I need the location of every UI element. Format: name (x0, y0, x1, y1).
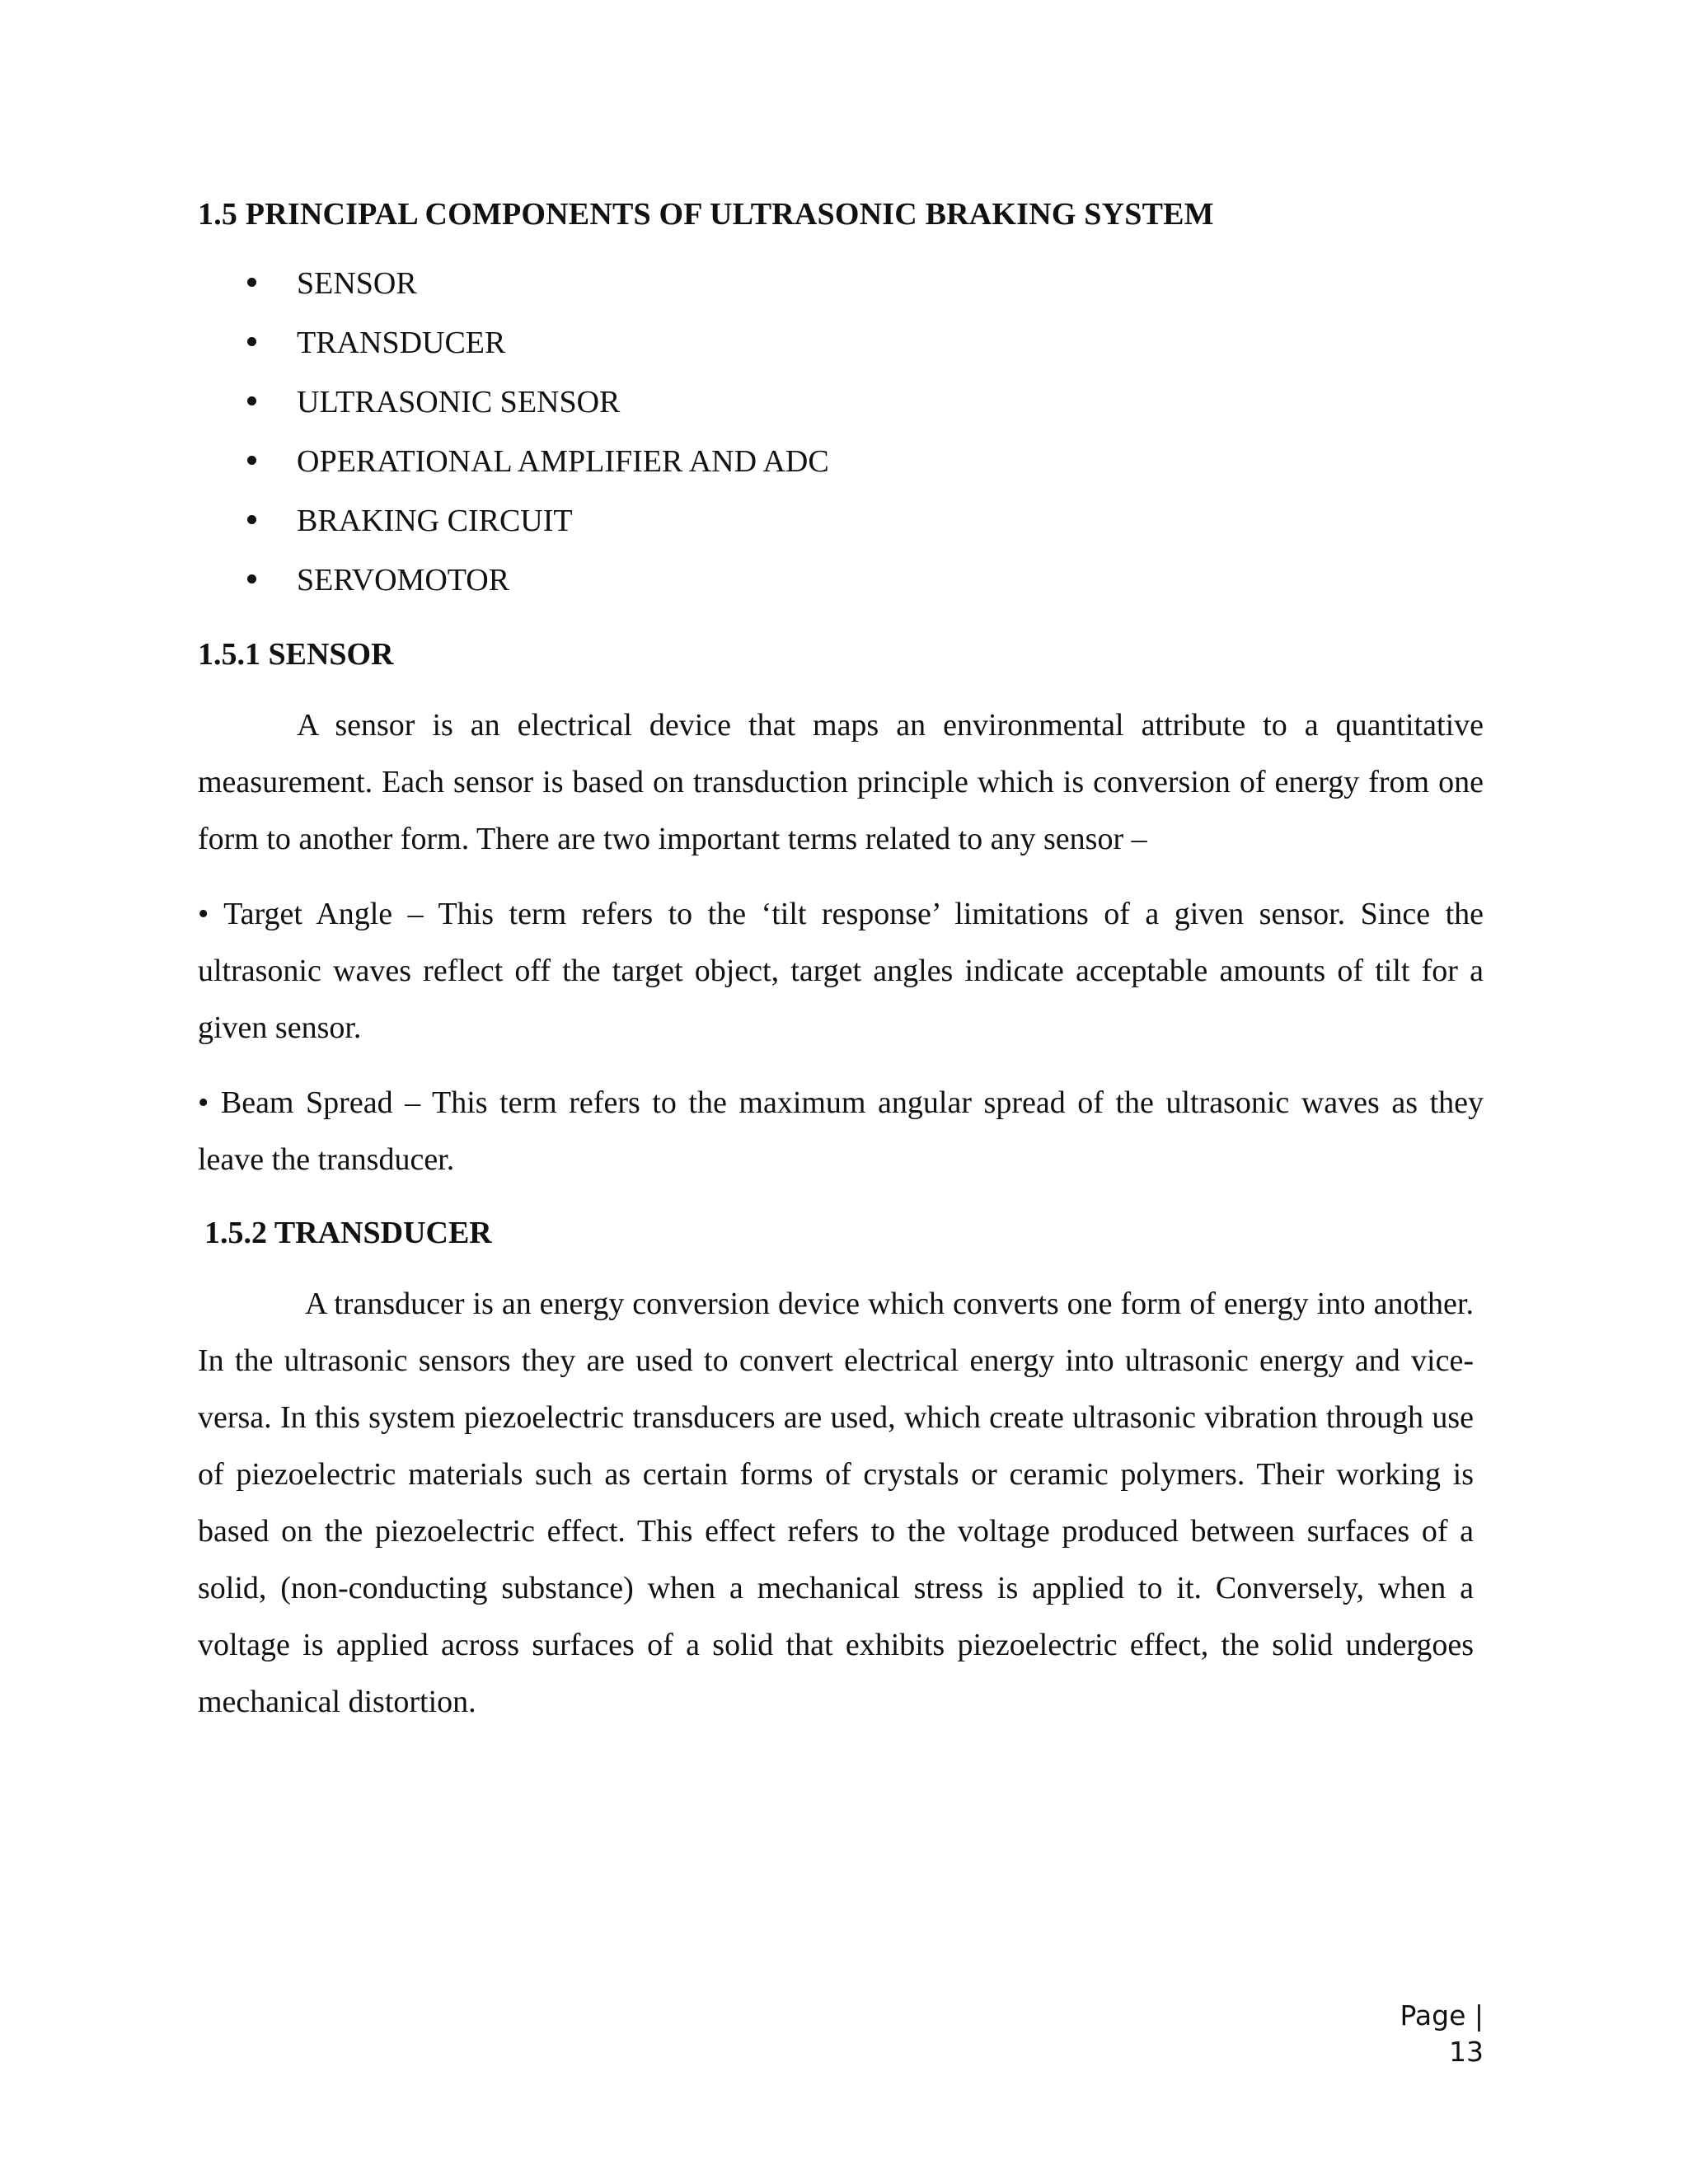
component-label: OPERATIONAL AMPLIFIER AND ADC (297, 444, 829, 479)
component-label: TRANSDUCER (297, 326, 506, 360)
beam-spread-paragraph: • Beam Spread – This term refers to the maximum angular spread of the ultrasonic waves as they leave the transducer. (198, 1085, 1484, 1177)
component-list-item (198, 373, 1484, 432)
component-label: SENSOR (297, 266, 417, 301)
component-list-item (198, 254, 1484, 313)
transducer-section-heading: 1.5.2 TRANSDUCER (204, 1216, 492, 1250)
main-section-heading: 1.5 PRINCIPAL COMPONENTS OF ULTRASONIC BRAKING SYSTEM (198, 197, 1214, 232)
component-list-item (198, 491, 1484, 551)
component-list-item (198, 551, 1484, 610)
component-list-item (198, 313, 1484, 373)
target-angle-paragraph: • Target Angle – This term refers to the ‘tilt response’ limitations of a given sensor. Since the ultrasonic waves reflect off the target object, target angles indicate acceptable amounts of tilt for a given sensor. (198, 897, 1484, 1045)
bullet-icon (247, 574, 256, 583)
component-label: ULTRASONIC SENSOR (297, 385, 621, 419)
component-list-item (198, 432, 1484, 491)
bullet-icon (247, 278, 256, 287)
bullet-icon (247, 456, 256, 465)
sensor-section-heading: 1.5.1 SENSOR (198, 637, 394, 672)
transducer-paragraph: A transducer is an energy conversion device which converts one form of energy into another. In the ultrasonic sensors they are used to convert electrical energy into ultrasonic energy and vice-versa. In this system piezoelectric transducers are used, which create ultrasonic vibration through use of piezoelectric materials such as certain forms of crystals or ceramic polymers. Their working is based on the piezoelectric effect. This effect refers to the voltage produced between surfaces of a solid, (non-conducting substance) when a mechanical stress is applied to it. Conversely, when a voltage is applied across surfaces of a solid that exhibits piezoelectric effect, the solid undergoes mechanical distortion. (198, 1286, 1474, 1719)
component-label: BRAKING CIRCUIT (297, 504, 573, 538)
bullet-icon (247, 337, 256, 346)
component-label: SERVOMOTOR (297, 563, 510, 598)
component-list (198, 254, 1484, 610)
bullet-icon (247, 515, 256, 524)
bullet-icon (247, 396, 256, 405)
page-number: Page | 13 (1400, 1999, 1484, 2068)
sensor-intro-paragraph: A sensor is an electrical device that maps an environmental attribute to a quantitative measurement. Each sensor is based on transduction principle which is conversion of energy from one form to another form. There are two important terms related to any sensor – (198, 708, 1484, 856)
page-content (198, 191, 1484, 1731)
